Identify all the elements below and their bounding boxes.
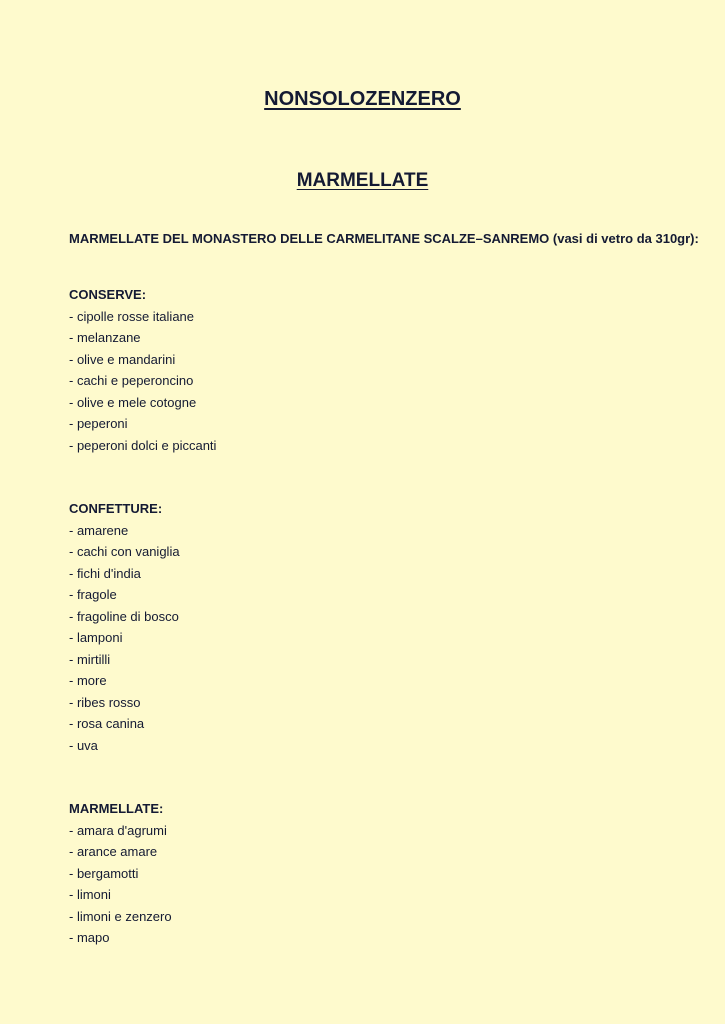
list-item: - arance amare [69, 844, 158, 859]
list-item: - limoni [69, 887, 111, 902]
item-list [69, 306, 216, 457]
list-item: - rosa canina [69, 716, 145, 731]
item-list [69, 820, 172, 949]
list-item: - amara d'agrumi [69, 822, 167, 838]
list-item: - fragole [69, 587, 117, 602]
list-item: - bergamotti [69, 865, 139, 881]
list-item: - cachi con vaniglia [69, 544, 180, 559]
list-item: - limoni e zenzero [69, 908, 172, 924]
list-item: - mirtilli [69, 651, 111, 667]
section-confetture [69, 498, 180, 756]
list-item: - uva [69, 737, 98, 753]
list-item: - mapo [69, 930, 110, 945]
list-item: - ribes rosso [69, 694, 141, 710]
section-conserve [69, 284, 216, 456]
section-heading: CONFETTURE: [69, 501, 163, 516]
list-item: - melanzane [69, 330, 141, 345]
document-title: NONSOLOZENZERO [264, 88, 461, 110]
section-heading: CONSERVE: [69, 287, 147, 302]
list-item: - cipolle rosse italiane [69, 308, 195, 324]
list-item: - olive e mele cotogne [69, 394, 197, 410]
list-item: - more [69, 673, 107, 688]
list-item: - fragoline di bosco [69, 608, 179, 624]
item-list [69, 520, 180, 757]
list-item: - peperoni [69, 416, 128, 431]
section-marmellate [69, 798, 172, 949]
list-item: - peperoni dolci e piccanti [69, 437, 217, 453]
list-item: - cachi e peperoncino [69, 373, 194, 388]
list-item: - fichi d'india [69, 565, 141, 581]
list-item: - amarene [69, 522, 129, 538]
section-heading: MARMELLATE: [69, 801, 164, 816]
list-item: - lamponi [69, 630, 123, 645]
list-item: - olive e mandarini [69, 351, 176, 367]
intro-line: MARMELLATE DEL MONASTERO DELLE CARMELITANE SCALZE–SANREMO (vasi di vetro da 310gr): [69, 231, 699, 246]
document-subtitle: MARMELLATE [296, 170, 429, 191]
